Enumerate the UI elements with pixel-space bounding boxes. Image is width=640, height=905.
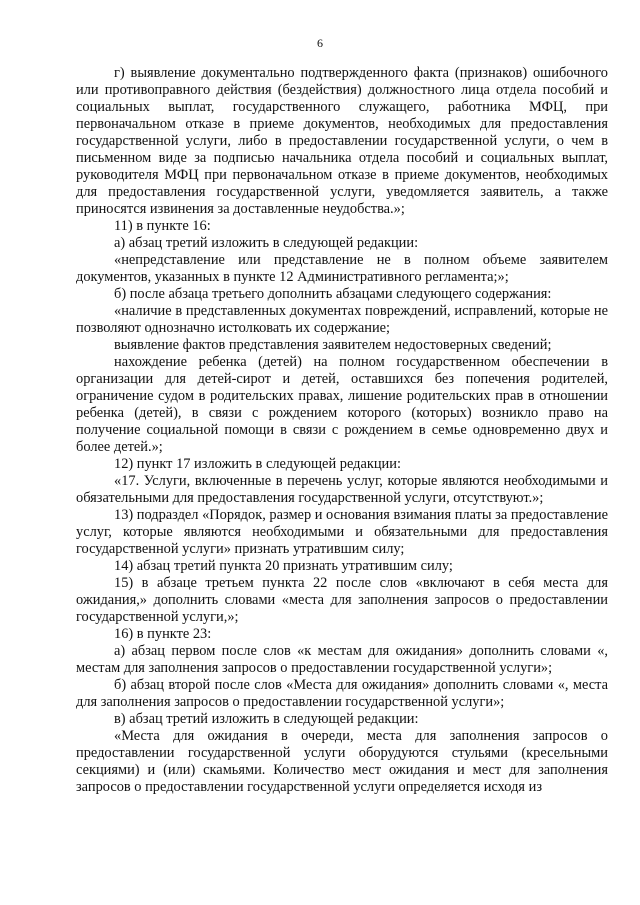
paragraph: а) абзац третий изложить в следующей редакции: [114, 235, 419, 251]
paragraph: 13) подраздел «Порядок, размер и основания взимания платы за предоставление услуг, которые являются необходимыми и обязательными для предоставления государственной услуги» признать утратившим силу; [76, 507, 608, 557]
paragraph: а) абзац первом после слов «к местам для ожидания» дополнить словами «, местам для заполнения запросов о предоставлении государственной услуги»; [76, 643, 608, 676]
paragraph: 14) абзац третий пункта 20 признать утратившим силу; [114, 558, 453, 574]
paragraph: в) абзац третий изложить в следующей редакции: [114, 711, 419, 727]
paragraph: 12) пункт 17 изложить в следующей редакции: [114, 456, 401, 472]
paragraph: «непредставление или представление не в полном объеме заявителем документов, указанных в пункте 12 Административного регламента;»; [76, 252, 608, 285]
paragraph: «Места для ожидания в очереди, места для заполнения запросов о предоставлении государственной услуги оборудуются стульями (кресельными секциями) и (или) скамьями. Количество мест ожидания и мест для заполнения запросов о предоставлении государственной услуги определяется исходя из [76, 728, 608, 795]
paragraph: г) выявление документально подтвержденного факта (признаков) ошибочного или противоправного действия (бездействия) должностного лица отдела пособий и социальных выплат, государственного служащего, работника МФЦ, при первоначальном отказе в приеме документов, необходимых для предоставления государственной услуги, либо в предоставлении государственной услуги, о чем в письменном виде за подписью начальника отдела пособий и социальных выплат, руководителя МФЦ при первоначальном отказе в приеме документов, необходимых для предоставления государственной услуги, уведомляется заявитель, а также приносятся извинения за доставленные неудобства.»; [76, 65, 608, 217]
paragraph: выявление фактов представления заявителем недостоверных сведений; [114, 337, 552, 353]
paragraph: «17. Услуги, включенные в перечень услуг, которые являются необходимыми и обязательными для предоставления государственной услуги, отсутствуют.»; [76, 473, 608, 506]
paragraph: б) после абзаца третьего дополнить абзацами следующего содержания: [114, 286, 552, 302]
document-body [76, 65, 608, 796]
paragraph: б) абзац второй после слов «Места для ожидания» дополнить словами «, места для заполнения запросов о предоставлении государственной услуги»; [76, 677, 608, 710]
paragraph: нахождение ребенка (детей) на полном государственном обеспечении в организации для детей-сирот и детей, оставшихся без попечения родителей, ограничение судом в родительских правах, лишение родительских прав в отношении ребенка (детей), в связи с рождением которого (которых) возникло право на получение социальной помощи в связи с рождением в семье одновременно двух и более детей.»; [76, 354, 608, 455]
paragraph: «наличие в представленных документах повреждений, исправлений, которые не позволяют однозначно истолковать их содержание; [76, 303, 608, 336]
paragraph: 11) в пункте 16: [114, 218, 211, 234]
paragraph: 15) в абзаце третьем пункта 22 после слов «включают в себя места для ожидания,» дополнить словами «места для заполнения запросов о предоставлении государственной услуги,»; [76, 575, 608, 625]
paragraph: 16) в пункте 23: [114, 626, 212, 642]
page-number: 6 [317, 36, 323, 50]
